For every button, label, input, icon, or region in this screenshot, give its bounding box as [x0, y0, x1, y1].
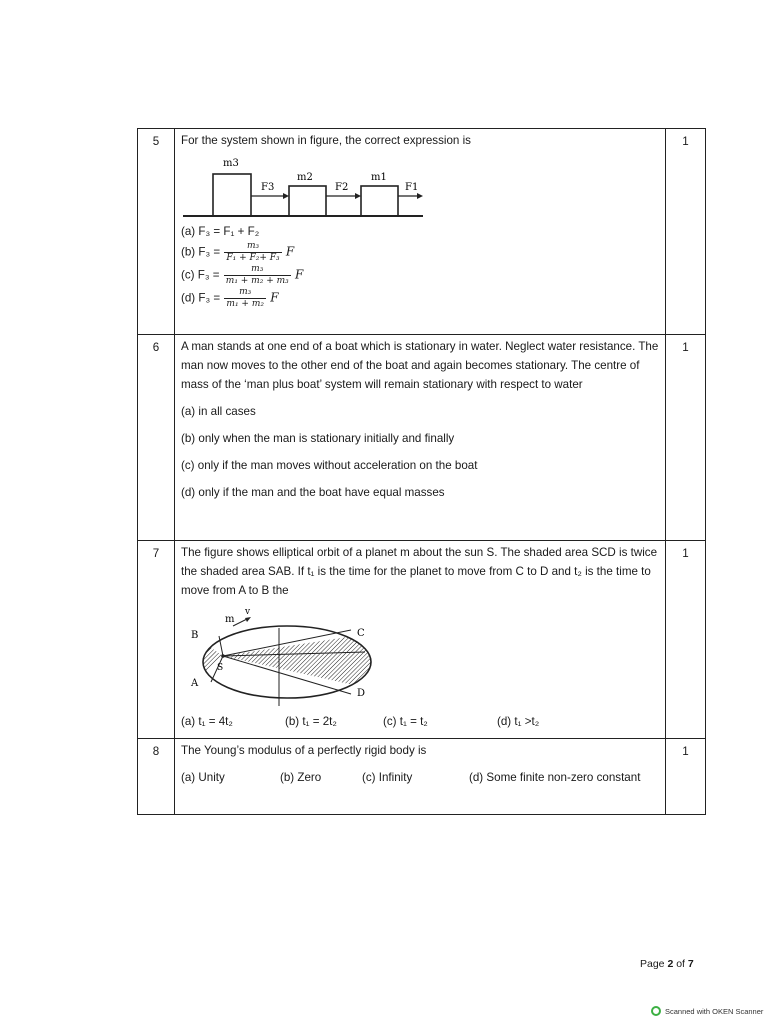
label-D: D — [357, 688, 366, 699]
question-stem: A man stands at one end of a boat which is stationary in water. Neglect water resistance. The man now moves to the other end of the boat and again becomes stationary. The centre of mass of the ‘man plus boat’ system will remain stationary with respect to water — [181, 340, 659, 391]
question-stem: The figure shows elliptical orbit of a planet m about the sun S. The shaded area SCD is twice the shaded area SAB. If t₁ is the time for the planet to move from C to D and t₂ is the time to move from A to B the — [181, 546, 658, 597]
question-row-7 — [138, 541, 706, 739]
fraction: $\frac{\text{m₃}}{\text{F₁ + F₂+ F₃}}$ — [226, 241, 280, 263]
option-a: (a) t₁ = 4t₂ — [181, 715, 233, 728]
option-b: (b) only when the man is stationary initially and finally — [181, 432, 455, 445]
question-row-6 — [138, 335, 706, 541]
option-d: (d) t₁ >t₂ — [497, 715, 540, 728]
question-marks: 1 — [666, 129, 706, 335]
option-d: (d) only if the man and the boat have equal masses — [181, 486, 445, 499]
label-B: B — [191, 630, 199, 641]
question-stem: The Young’s modulus of a perfectly rigid body is — [181, 744, 427, 757]
option-d: (d) F₃ = $\frac{\text{m₃}}{\text{m₁ + m₂}}$ F — [181, 287, 279, 309]
option-a: (a) in all cases — [181, 405, 256, 418]
options-row — [181, 712, 659, 731]
question-number: 5 — [138, 129, 175, 335]
question-marks: 1 — [666, 335, 706, 541]
label-A: A — [191, 678, 199, 689]
questions-table — [137, 128, 706, 815]
question-body — [175, 129, 666, 335]
fraction: $\frac{\text{m₃}}{\text{m₁ + m₂ + m₃}}$ — [225, 264, 289, 286]
option-c: (c) only if the man moves without acceleration on the boat — [181, 459, 478, 472]
label-m: m — [225, 614, 235, 625]
question-row-8 — [138, 739, 706, 815]
label-m2: m2 — [297, 172, 313, 183]
option-c: (c) t₁ = t₂ — [383, 715, 428, 728]
question-body — [175, 739, 666, 815]
option-c: (c) F₃ = $\frac{\text{m₃}}{\text{m₁ + m₂ + m₃}}$ F — [181, 264, 304, 286]
fraction: $\frac{\text{m₃}}{\text{m₁ + m₂}}$ — [226, 287, 264, 309]
label-m3: m3 — [223, 158, 239, 169]
label-F3: F3 — [261, 182, 275, 193]
question-row-5 — [138, 129, 706, 335]
scanner-watermark: Scanned with OKEN Scanner — [651, 1006, 763, 1016]
option-b: (b) F₃ = $\frac{\text{m₃}}{\text{F₁ + F₂+ F₃}}$ F — [181, 241, 295, 263]
label-F2: F2 — [335, 182, 349, 193]
option-b: (b) Zero — [280, 771, 322, 784]
question-body — [175, 335, 666, 541]
oken-scanner-logo-icon — [651, 1006, 661, 1016]
question-number: 6 — [138, 335, 175, 541]
question-number: 7 — [138, 541, 175, 739]
page-number: Page 2 of 7 — [640, 958, 694, 970]
question-body — [175, 541, 666, 739]
options-row — [181, 768, 659, 787]
label-C: C — [357, 628, 365, 639]
option-a: (a) F₃ = F₁ + F₂ — [181, 225, 260, 238]
option-d: (d) Some finite non-zero constant — [469, 771, 641, 784]
question-number: 8 — [138, 739, 175, 815]
label-v: v — [245, 607, 251, 617]
option-c: (c) Infinity — [362, 771, 413, 784]
question-marks: 1 — [666, 739, 706, 815]
label-F1: F1 — [405, 182, 419, 193]
blocks-force-figure — [183, 152, 423, 218]
option-b: (b) t₁ = 2t₂ — [285, 715, 337, 728]
elliptical-orbit-figure — [189, 606, 379, 710]
label-S: S — [217, 663, 224, 673]
option-a: (a) Unity — [181, 771, 225, 784]
question-stem: For the system shown in figure, the correct expression is — [181, 134, 471, 147]
question-marks: 1 — [666, 541, 706, 739]
label-m1: m1 — [371, 172, 387, 183]
